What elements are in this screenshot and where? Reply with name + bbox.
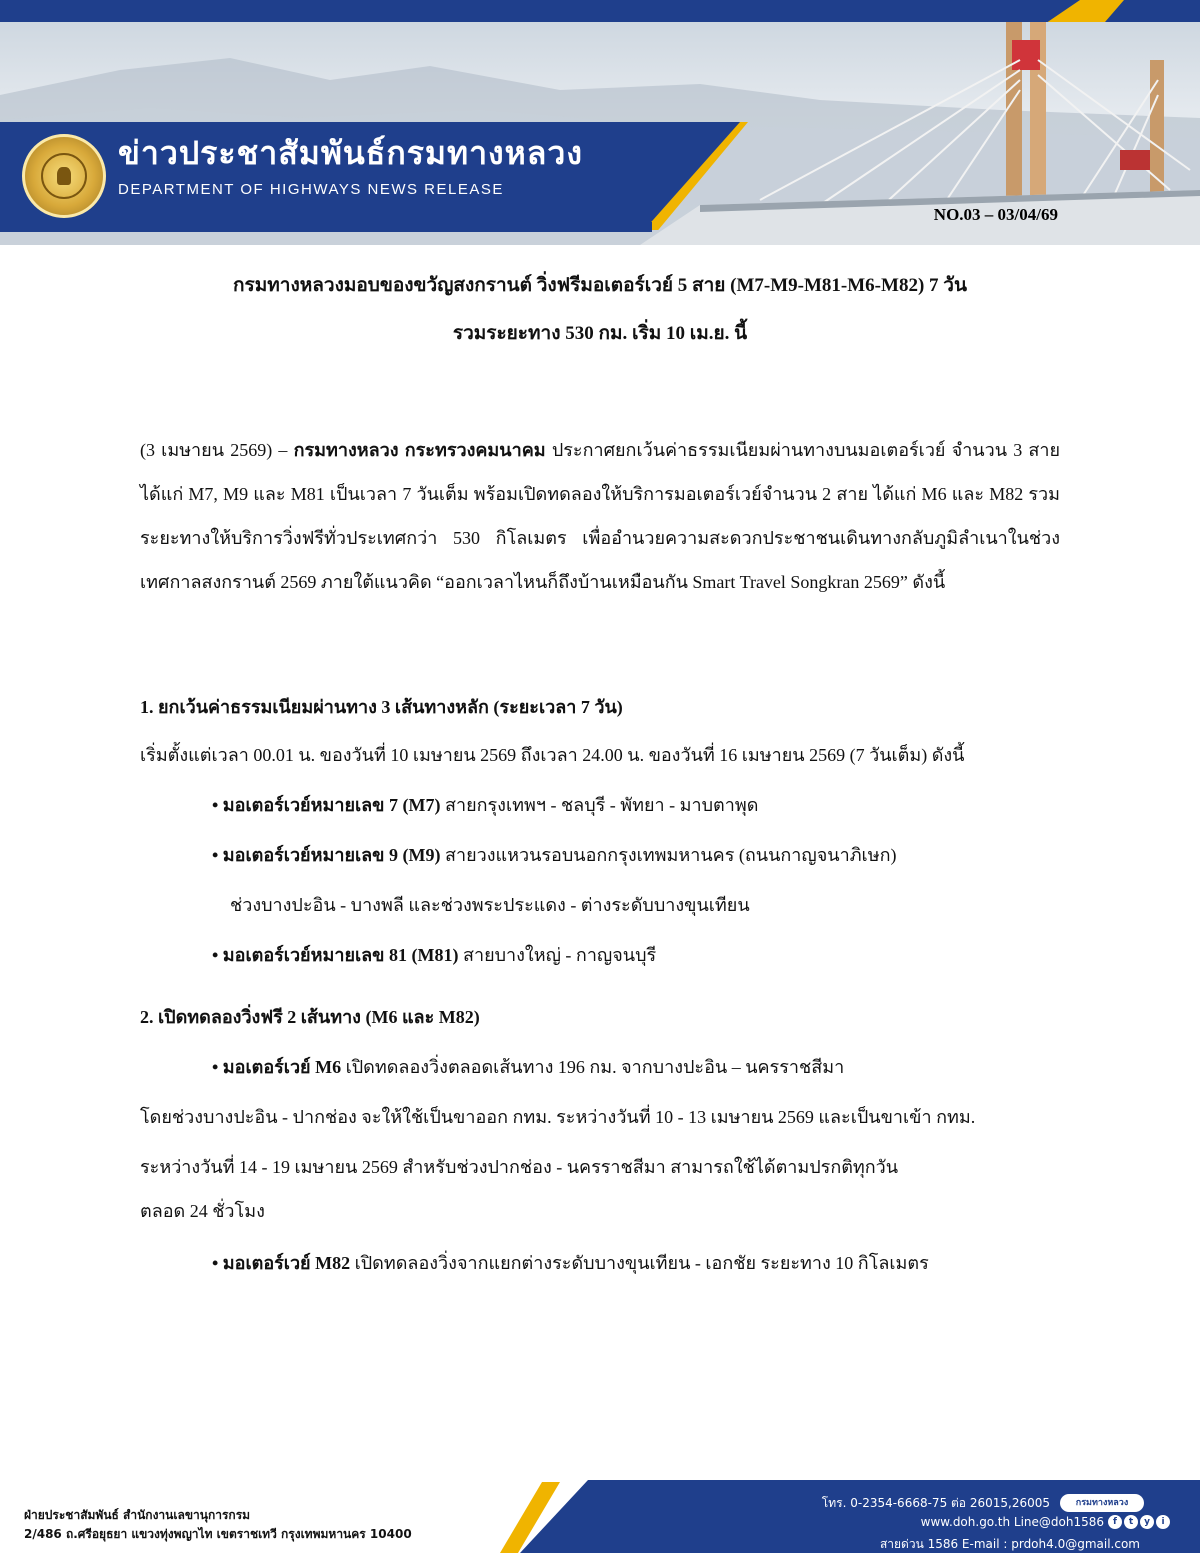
m6-paragraph-line-4: ตลอด 24 ชั่วโมง (140, 1201, 265, 1221)
list-item (212, 840, 896, 869)
section-1-period: เริ่มตั้งแต่เวลา 00.01 น. ของวันที่ 10 เมษายน 2569 ถึงเวลา 24.00 น. ของวันที่ 16 เมษายน 2569 (7 วันเต็ม) ดังนี้ (140, 745, 965, 765)
motorway-m9-label: • มอเตอร์เวย์หมายเลข 9 (M9) (212, 845, 441, 865)
intro-organization: กรมทางหลวง กระทรวงคมนาคม (293, 440, 546, 460)
motorway-m7-label: • มอเตอร์เวย์หมายเลข 7 (M7) (212, 795, 441, 815)
headline-line-1: กรมทางหลวงมอบของขวัญสงกรานต์ วิ่งฟรีมอเตอร์เวย์ 5 สาย (M7-M9-M81-M6-M82) 7 วัน (233, 275, 967, 296)
m6-paragraph-line-2: โดยช่วงบางปะอิน - ปากช่อง จะให้ใช้เป็นขาออก กทม. ระหว่างวันที่ 10 - 13 เมษายน 2569 และเป็นขาเข้า กทม. (140, 1107, 976, 1127)
footer-phone: โทร. 0-2354-6668-75 ต่อ 26015,26005 (821, 1496, 1050, 1510)
twitter-icon[interactable]: t (1124, 1515, 1138, 1529)
footer-office-name: ฝ่ายประชาสัมพันธ์ สำนักงานเลขานุการกรม (24, 1508, 251, 1522)
top-stripe-navy (0, 0, 1080, 22)
motorway-m81-label: • มอเตอร์เวย์หมายเลข 81 (M81) (212, 945, 459, 965)
intro-paragraph (140, 428, 1060, 604)
motorway-m82-label: • มอเตอร์เวย์ M82 (212, 1253, 351, 1273)
department-seal-logo (22, 134, 106, 218)
list-item (212, 790, 758, 819)
motorway-m7-route: สายกรุงเทพฯ - ชลบุรี - พัทยา - มาบตาพุด (444, 795, 759, 815)
header-title-thai: ข่าวประชาสัมพันธ์กรมทางหลวง (118, 134, 583, 172)
seal-emblem-icon (41, 153, 87, 199)
banner-underline (0, 222, 652, 232)
m6-paragraph-line-3: ระหว่างวันที่ 14 - 19 เมษายน 2569 สำหรับช่วงปากช่อง - นครราชสีมา สามารถใช้ได้ตามปรกติทุกวัน (140, 1157, 899, 1177)
instagram-icon[interactable]: i (1156, 1515, 1170, 1529)
headline-line-2: รวมระยะทาง 530 กม. เริ่ม 10 เม.ย. นี้ (452, 323, 748, 344)
motorway-m6-text: เปิดทดลองวิ่งตลอดเส้นทาง 196 กม. จากบางปะอิน – นครราชสีมา (345, 1057, 845, 1077)
facebook-icon[interactable]: f (1108, 1515, 1122, 1529)
section-1-heading: 1. ยกเว้นค่าธรรมเนียมผ่านทาง 3 เส้นทางหลัก (ระยะเวลา 7 วัน) (140, 697, 623, 717)
footer-address: 2/486 ถ.ศรีอยุธยา แขวงทุ่งพญาไท เขตราชเทวี กรุงเทพมหานคร 10400 (24, 1527, 412, 1541)
youtube-icon[interactable]: y (1140, 1515, 1154, 1529)
m6-paragraph-line-1 (212, 1052, 844, 1081)
section-2-heading: 2. เปิดทดลองวิ่งฟรี 2 เส้นทาง (M6 และ M82) (140, 1007, 480, 1027)
list-item (212, 940, 656, 969)
header-title-english: DEPARTMENT OF HIGHWAYS NEWS RELEASE (118, 181, 504, 198)
footer-hotline-email[interactable]: สายด่วน 1586 E-mail : prdoh4.0@gmail.com (879, 1537, 1140, 1551)
footer-website-line[interactable]: www.doh.go.th Line@doh1586 (920, 1515, 1104, 1529)
motorway-m9-segments: ช่วงบางปะอิน - บางพลี และช่วงพระประแดง - ต่างระดับบางขุนเทียน (230, 895, 750, 915)
intro-date: (3 เมษายน 2569) – (140, 440, 288, 460)
document-number: NO.03 – 03/04/69 (933, 205, 1058, 224)
motorway-m9-route: สายวงแหวนรอบนอกกรุงเทพมหานคร (ถนนกาญจนาภิเษก) (444, 845, 897, 865)
footer-brand-badge: กรมทางหลวง (1060, 1494, 1144, 1512)
footer (0, 1480, 1200, 1553)
motorway-m6-label: • มอเตอร์เวย์ M6 (212, 1057, 342, 1077)
intro-text: ประกาศยกเว้นค่าธรรมเนียมผ่านทางบนมอเตอร์เวย์ จำนวน 3 สาย ได้แก่ M7, M9 และ M81 เป็นเวลา 7 วันเต็ม พร้อมเปิดทดลองให้บริการมอเตอร์เวย์จำนวน 2 สาย ได้แก่ M6 และ M82 รวมระยะทางให้บริการวิ่งฟรีทั่วประเทศกว่า 530 กิโลเมตร เพื่ออำนวยความสะดวกประชาชนเดินทางกลับภูมิลำเนาในช่วงเทศกาลสงกรานต์ 2569 ภายใต้แนวคิด “ออกเวลาไหนก็ถึงบ้านเหมือนกัน Smart Travel Songkran 2569” ดังนี้ (140, 440, 1061, 592)
m82-paragraph (212, 1248, 929, 1277)
motorway-m81-route: สายบางใหญ่ - กาญจนบุรี (462, 945, 657, 965)
motorway-m82-text: เปิดทดลองวิ่งจากแยกต่างระดับบางขุนเทียน - เอกชัย ระยะทาง 10 กิโลเมตร (354, 1253, 929, 1273)
